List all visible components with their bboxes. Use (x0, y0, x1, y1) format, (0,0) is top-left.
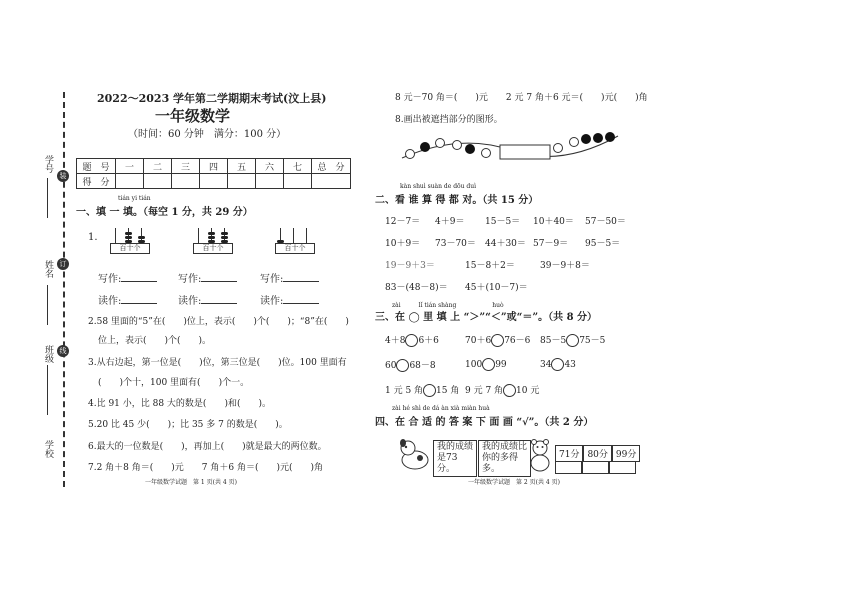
read-row (260, 292, 319, 307)
calc-item: 10＋9＝ (385, 239, 421, 249)
bead-string-figure (400, 128, 620, 173)
side-label-student-id: 学号 (43, 155, 53, 173)
compare-item (465, 333, 530, 347)
question-3: 3.从右边起，第一位是( )位，第三位是( )位。100 里面有 (88, 358, 347, 368)
compare-right: 15 角 (436, 386, 460, 396)
compare-left: 9 元 7 角 (465, 386, 504, 396)
abacus-2 (193, 228, 233, 254)
calc-item: 15－8＋2＝ (465, 261, 515, 271)
score-cell[interactable] (144, 174, 172, 189)
exam-subject: 一年级数学 (155, 107, 231, 125)
score-header-cell: 五 (228, 159, 256, 174)
bear-icon (527, 438, 553, 472)
answer-blank[interactable] (201, 271, 237, 282)
read-label: 读作: (260, 296, 284, 307)
calc-item: 10＋40＝ (533, 217, 574, 227)
write-label: 写作: (260, 274, 284, 285)
score-cell[interactable] (256, 174, 284, 189)
score-row-label: 得 分 (77, 174, 116, 189)
question-8: 8.画出被遮挡部分的图形。 (395, 115, 503, 125)
score-header-cell: 四 (200, 159, 228, 174)
calc-item: 19－9＋3＝ (385, 261, 435, 271)
calc-item: 95－5＝ (585, 239, 621, 249)
calc-item: 83－(48－8)＝ (385, 283, 448, 293)
options-table (555, 445, 640, 462)
compare-left: 34 (540, 360, 552, 370)
q1-number: 1. (88, 232, 98, 243)
side-label-class: 班级 (43, 345, 53, 363)
compare-right: 10 元 (516, 386, 540, 396)
write-row (260, 270, 319, 285)
side-label-name: 姓名 (43, 260, 53, 278)
option-99: 99分 (612, 445, 640, 462)
read-row (98, 292, 157, 307)
abacus-1 (110, 228, 150, 254)
abacus-label: 百十个 (275, 243, 315, 254)
speech-bubble-1: 我的成绩是73分。 (433, 440, 477, 477)
compare-circle[interactable] (551, 358, 564, 371)
score-table (76, 158, 351, 189)
compare-right: 76－6 (504, 336, 531, 346)
option-71: 71分 (555, 445, 583, 462)
answer-blank[interactable] (283, 293, 319, 304)
compare-item (465, 358, 507, 371)
compare-left: 60 (385, 361, 397, 371)
compare-right: 43 (564, 360, 576, 370)
write-label: 写作: (178, 274, 202, 285)
compare-circle[interactable] (396, 359, 409, 372)
write-label: 写作: (98, 274, 122, 285)
page-footer-left: 一年级数学试题 第 1 页(共 4 页) (145, 479, 237, 486)
calc-item: 39－9＋8＝ (540, 261, 590, 271)
score-cell[interactable] (312, 174, 351, 189)
compare-right: 6＋6 (418, 336, 439, 346)
question-2: 2.58 里面的“5”在( )位上，表示( )个( )；“8”在( ) (88, 317, 349, 327)
answer-cell[interactable] (582, 461, 609, 474)
section1-pinyin: tián yi tián (118, 195, 151, 202)
question-2-cont: 位上，表示( )个( )。 (98, 336, 212, 346)
section2-pinyin: kàn shuì suàn de dōu duì (400, 183, 477, 190)
binding-line (63, 92, 65, 487)
read-label: 读作: (98, 296, 122, 307)
exam-title: 2022～2023 学年第二学期期末考试(汶上县) (97, 92, 327, 105)
compare-left: 4＋8 (385, 336, 406, 346)
page-footer-right: 一年级数学试题 第 2 页(共 4 页) (468, 479, 560, 486)
exam-info: （时间：60 分钟 满分：100 分） (128, 129, 287, 140)
question-5: 5.20 比 45 少( )；比 35 多 7 的数是( )。 (88, 420, 288, 430)
compare-left: 1 元 5 角 (385, 386, 424, 396)
answer-cell[interactable] (555, 461, 582, 474)
compare-left: 85－5 (540, 336, 567, 346)
score-cell[interactable] (228, 174, 256, 189)
question-7: 7.2 角＋8 角＝( )元 7 角＋6 角＝( )元( )角 (88, 463, 324, 473)
compare-right: 99 (495, 360, 507, 370)
side-line (47, 365, 48, 415)
binding-dot: 订 (57, 258, 69, 270)
compare-circle[interactable] (405, 334, 418, 347)
side-line (47, 178, 48, 218)
score-cell[interactable] (116, 174, 144, 189)
compare-circle[interactable] (423, 384, 436, 397)
compare-item (540, 333, 605, 347)
write-row (98, 270, 157, 285)
section3-pinyin: zài lǐ tián shàng huò (392, 302, 504, 309)
compare-circle[interactable] (503, 384, 516, 397)
score-cell[interactable] (200, 174, 228, 189)
write-row (178, 270, 237, 285)
score-header-cell: 一 (116, 159, 144, 174)
binding-dot: 装 (57, 170, 69, 182)
compare-item (385, 358, 436, 372)
read-row (178, 292, 237, 307)
answer-blank[interactable] (201, 293, 237, 304)
calc-item: 4＋9＝ (435, 217, 465, 227)
binding-dot: 线 (57, 345, 69, 357)
speech-bubble-2: 我的成绩比你的多得多。 (478, 440, 531, 477)
answer-blank[interactable] (121, 293, 157, 304)
read-label: 读作: (178, 296, 202, 307)
section2-heading: 二、看 谁 算 得 都 对。（共 15 分） (375, 195, 539, 206)
compare-item (385, 333, 439, 347)
score-header-cell: 总 分 (312, 159, 351, 174)
compare-item (385, 383, 459, 397)
compare-circle[interactable] (566, 334, 579, 347)
compare-right: 68－8 (409, 361, 436, 371)
section4-heading: 四、在 合 适 的 答 案 下 面 画 “√”。（共 2 分） (375, 417, 594, 428)
abacus-label: 百十个 (193, 243, 233, 254)
abacus-label: 百十个 (110, 243, 150, 254)
compare-left: 70＋6 (465, 336, 492, 346)
score-header-cell: 三 (172, 159, 200, 174)
answer-blank[interactable] (283, 271, 319, 282)
question-6: 6.最大的一位数是( )，再加上( )就是最大的两位数。 (88, 442, 327, 452)
calc-item: 45＋(10－7)＝ (465, 283, 528, 293)
calc-item: 57－50＝ (585, 217, 626, 227)
calc-item: 57－9＝ (533, 239, 569, 249)
question-3-cont: ( )个十，100 里面有( )个一。 (98, 378, 250, 388)
compare-item (540, 358, 576, 371)
section3-heading: 三、在 ◯ 里 填 上 “＞”“＜”或“＝”。（共 8 分） (375, 312, 598, 323)
dog-icon (398, 438, 432, 472)
score-cell[interactable] (172, 174, 200, 189)
compare-left: 100 (465, 360, 483, 370)
compare-circle[interactable] (491, 334, 504, 347)
calc-item: 44＋30＝ (485, 239, 526, 249)
answer-row (555, 461, 636, 477)
option-80: 80分 (583, 445, 611, 462)
side-line (47, 285, 48, 325)
abacus-3 (275, 228, 315, 254)
compare-circle[interactable] (482, 358, 495, 371)
compare-right: 75－5 (579, 336, 606, 346)
side-label-school: 学校 (43, 440, 53, 458)
answer-blank[interactable] (121, 271, 157, 282)
answer-cell[interactable] (609, 461, 636, 474)
score-cell[interactable] (284, 174, 312, 189)
section1-heading: 一、填 一 填。（每空 1 分，共 29 分） (76, 207, 253, 218)
calc-item: 73－70＝ (435, 239, 476, 249)
calc-item: 15－5＝ (485, 217, 521, 227)
question-7-cont: 8 元－70 角＝( )元 2 元 7 角＋6 元＝( )元( )角 (395, 93, 648, 103)
score-header-cell: 二 (144, 159, 172, 174)
calc-item: 12－7＝ (385, 217, 421, 227)
section4-pinyin: zài hé shì de dá àn xià miàn huà (392, 405, 490, 412)
score-header-cell: 七 (284, 159, 312, 174)
score-header-cell: 六 (256, 159, 284, 174)
score-header-cell: 题 号 (77, 159, 116, 174)
question-4: 4.比 91 小，比 88 大的数是( )和( )。 (88, 399, 271, 409)
compare-item (465, 383, 539, 397)
